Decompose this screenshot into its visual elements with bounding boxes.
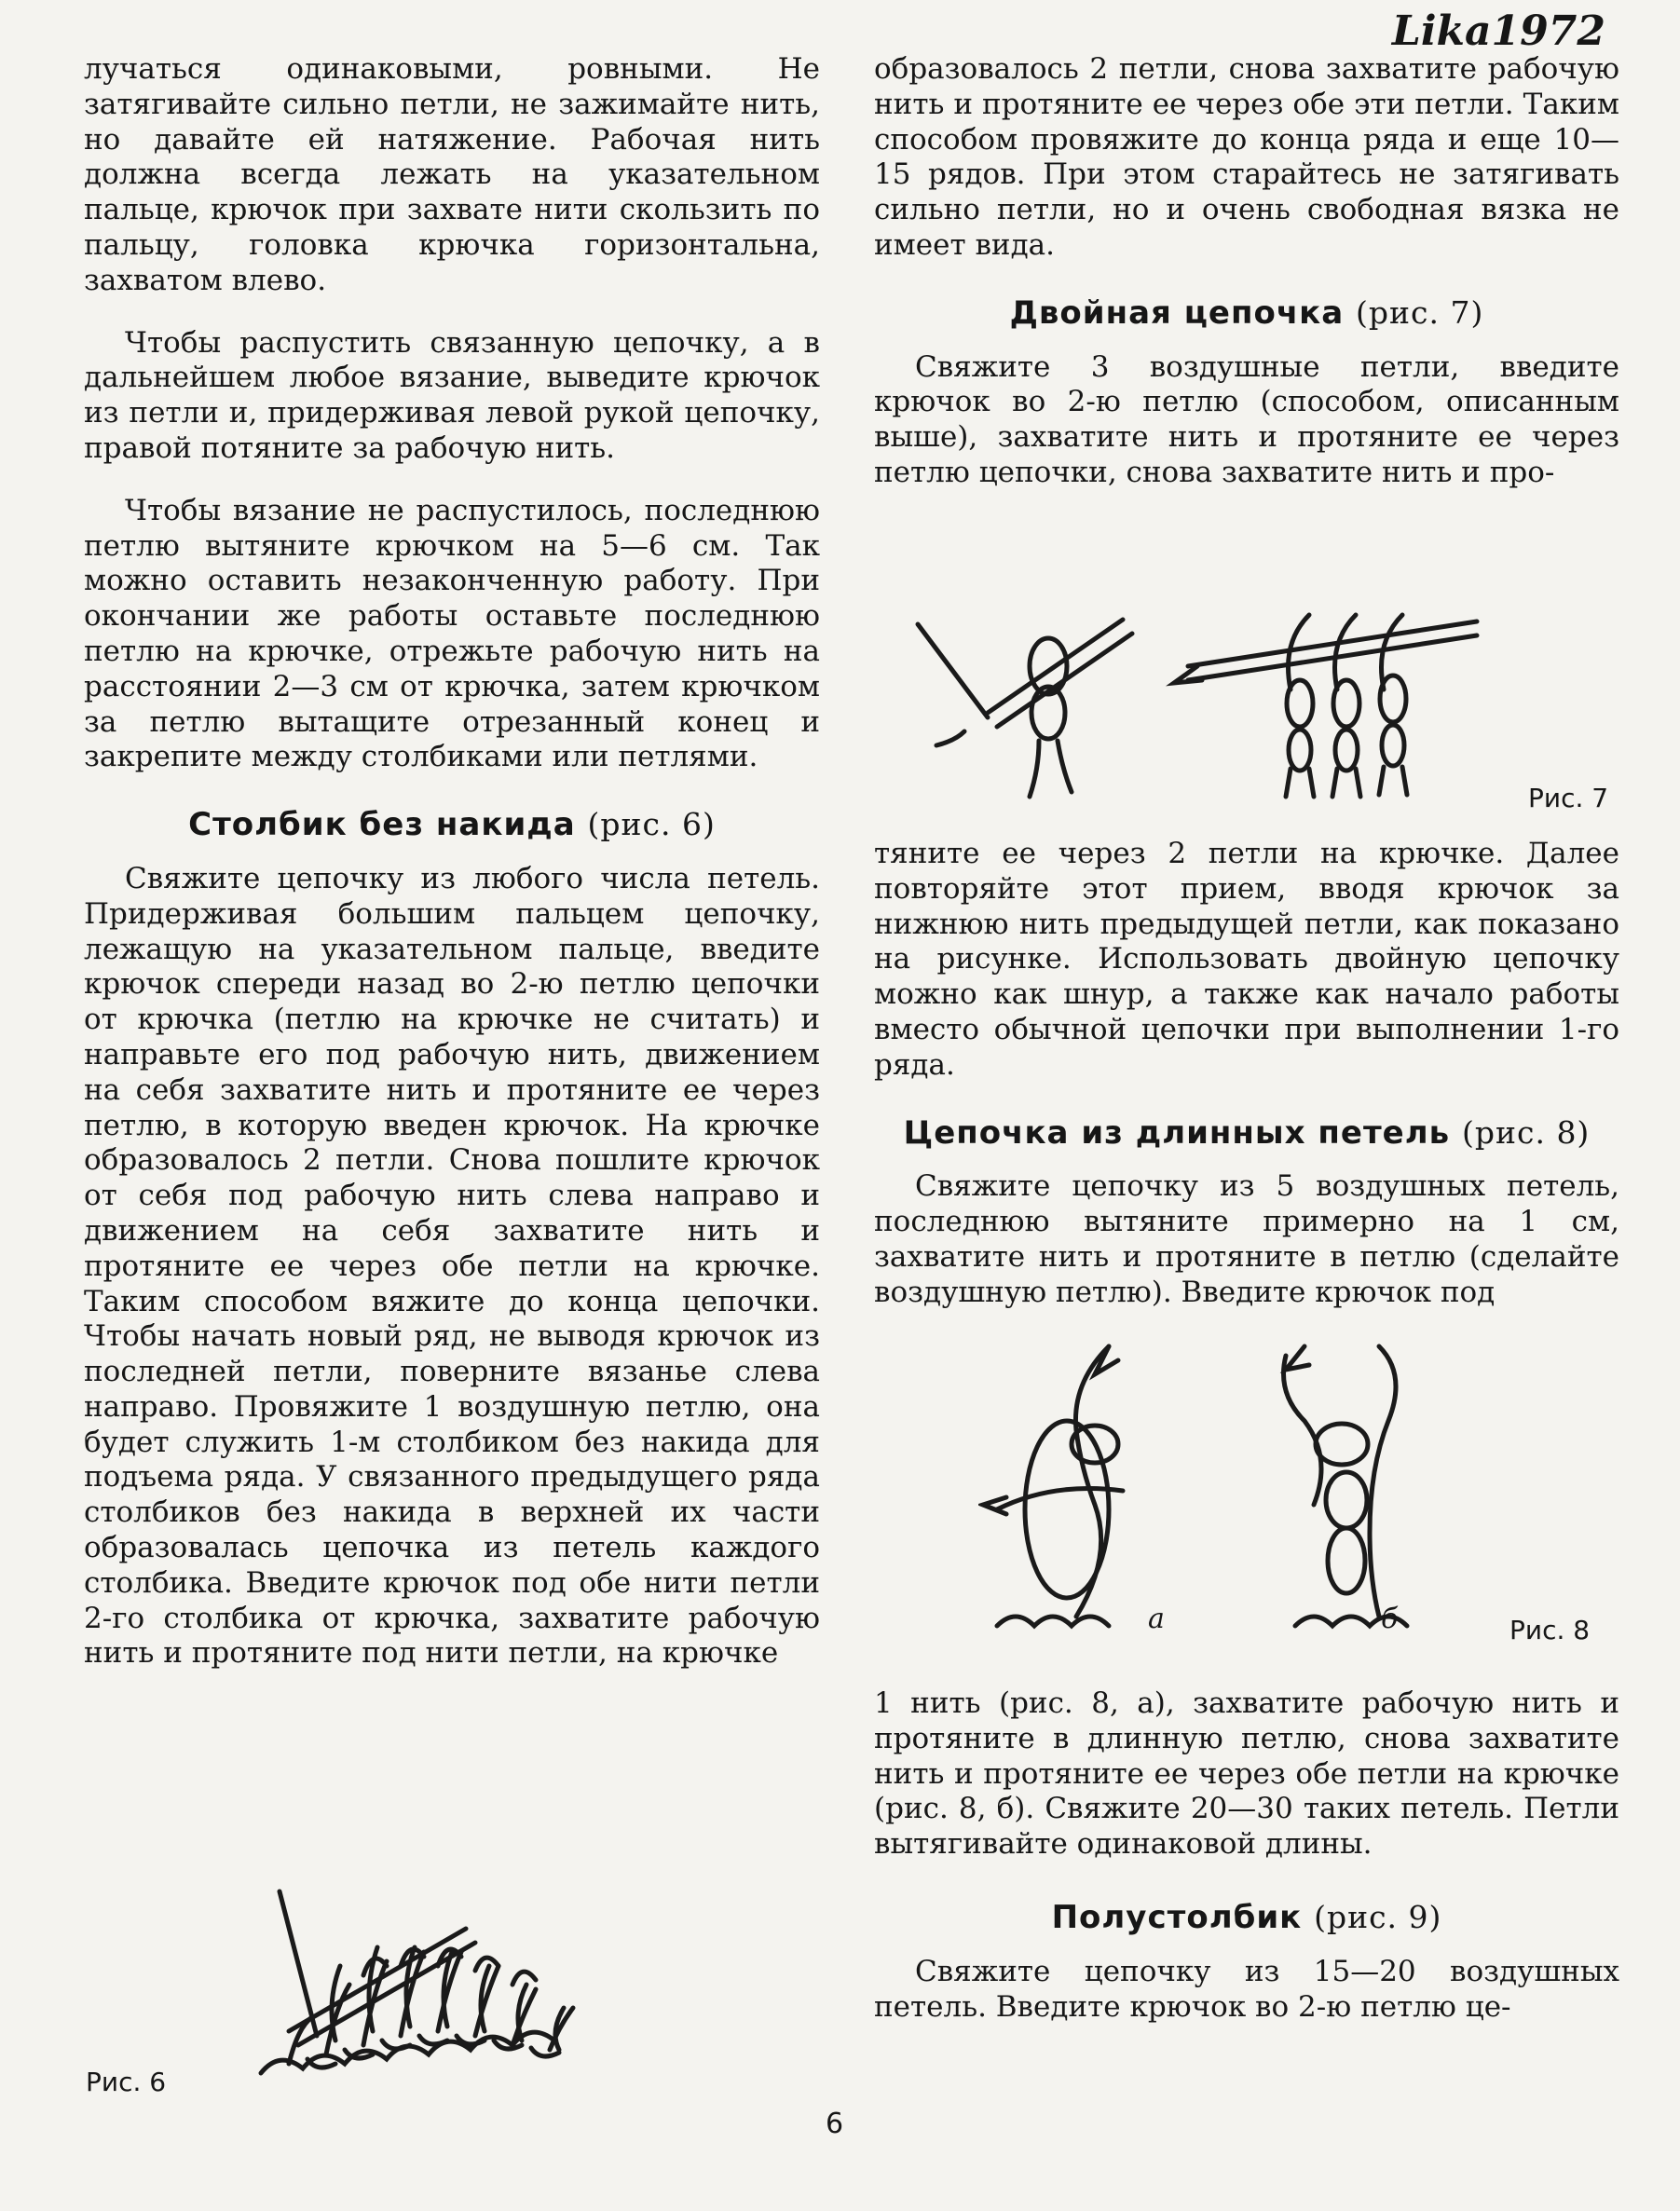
paragraph: Чтобы распустить связанную цепочку, а в дальнейшем любое вязание, выведите крючок из петли и, придерживая левой рукой цепочку, правой потяните за рабочую нить. [84, 325, 820, 465]
section-heading [874, 295, 1619, 332]
paragraph: тяните ее через 2 петли на крючке. Далее повторяйте этот прием, вводя крючок за нижнюю нить предыдущей петли, как показано на рисунке. Использовать двойную цепочку можно как шнур, а также как начало работы вместо обычной цепочки при выполнении 1-го ряда. [874, 837, 1619, 1082]
watermark: Lika1972 [1391, 7, 1605, 55]
figure-6-caption: Рис. 6 [86, 2067, 167, 2097]
paragraph: Чтобы вязание не распустилось, последнюю петлю вытяните крючком на 5—6 см. Так можно оставить незаконченную работу. При окончании же работы оставьте последнюю петлю на крючке, отрежьте рабочую нить на расстоянии 2—3 см от крючка, затем крючком за петлю вытащите отрезанный конец и закрепите между столбиками или петлями. [84, 493, 820, 774]
figure-8-label-a: а [1148, 1603, 1165, 1635]
paragraph: Свяжите 3 воздушные петли, введите крючок во 2-ю петлю (способом, описанным выше), захватите нить и протяните ее через петлю цепочки, снова захватите нить и про- [874, 349, 1619, 489]
figure-ref: (рис. 8) [1461, 1113, 1591, 1151]
right-column-bottom [874, 1686, 1619, 2052]
figure-8 [978, 1337, 1500, 1654]
right-column-top [874, 52, 1619, 518]
heading-text: Полустолбик [1051, 1898, 1303, 1936]
paragraph: 1 нить (рис. 8, а), захватите рабочую нить и протяните в длинную петлю, снова захватите нить и протяните ее через обе петли на крючке (рис. 8, б). Свяжите 20—30 таких петель. Петли вытягивайте одинаковой длины. [874, 1686, 1619, 1862]
paragraph: образовалось 2 петли, снова захватите рабочую нить и протяните ее через обе эти петли. Таким способом провяжите до конца ряда и еще 10—15 рядов. При этом старайтесь не затягивать сильно петли, но и очень свободная вязка не имеет вида. [874, 52, 1619, 262]
figure-7 [908, 610, 1486, 806]
paragraph: лучаться одинаковыми, ровными. Не затягивайте сильно петли, не зажимайте нить, но давайте ей натяжение. Рабочая нить должна всегда лежать на указательном пальце, крючок при захвате нити скользить по пальцу, головка крючка горизонтальна, захватом влево. [84, 52, 820, 297]
section-heading [84, 807, 820, 843]
section-heading [874, 1900, 1619, 1936]
heading-text: Двойная цепочка [1009, 293, 1345, 332]
paragraph: Свяжите цепочку из 5 воздушных петель, последнюю вытяните примерно на 1 см, захватите нить и протяните в петлю (сделайте воздушную петлю). Введите крючок под [874, 1169, 1619, 1309]
figure-ref: (рис. 9) [1314, 1898, 1442, 1935]
right-column-middle [874, 837, 1619, 1338]
figure-ref: (рис. 7) [1356, 293, 1484, 331]
figure-8-label-b: б [1381, 1603, 1399, 1635]
paragraph: Свяжите цепочку из любого числа петель. Придерживая большим пальцем цепочку, лежащую на указательном пальце, введите крючок спереди назад во 2-ю петлю цепочки от крючка (петлю на крючке не считать) и направьте его под рабочую нить, движением на себя захватите нить и протяните ее через петлю, в которую введен крючок. На крючке образовалось 2 петли. Снова пошлите крючок от себя под рабочую нить слева направо и движением на себя захватите нить и протяните ее через обе петли на крючке. Таким способом вяжите до конца цепочки. Чтобы начать новый ряд, не выводя крючок из последней петли, поверните вязанье слева направо. Провяжите 1 воздушную петлю, она будет служить 1-м столбиком без накида для подъема ряда. У связанного предыдущего ряда столбиков без накида в верхней их части образовалась цепочка из петель каждого столбика. Введите крючок под обе нити петли 2-го столбика от крючка, захватите рабочую нить и протяните под нити петли, на крючке [84, 861, 820, 1671]
left-column [84, 52, 820, 1699]
heading-text: Столбик без накида [188, 806, 576, 844]
figure-7-caption: Рис. 7 [1528, 783, 1609, 813]
section-heading [874, 1115, 1619, 1152]
heading-text: Цепочка из длинных петель [903, 1113, 1451, 1152]
figure-ref: (рис. 6) [587, 806, 716, 843]
page-number: 6 [826, 2108, 844, 2140]
figure-8-caption: Рис. 8 [1509, 1615, 1591, 1645]
paragraph: Свяжите цепочку из 15—20 воздушных петель. Введите крючок во 2-ю петлю це- [874, 1954, 1619, 2024]
figure-6 [252, 1873, 615, 2096]
